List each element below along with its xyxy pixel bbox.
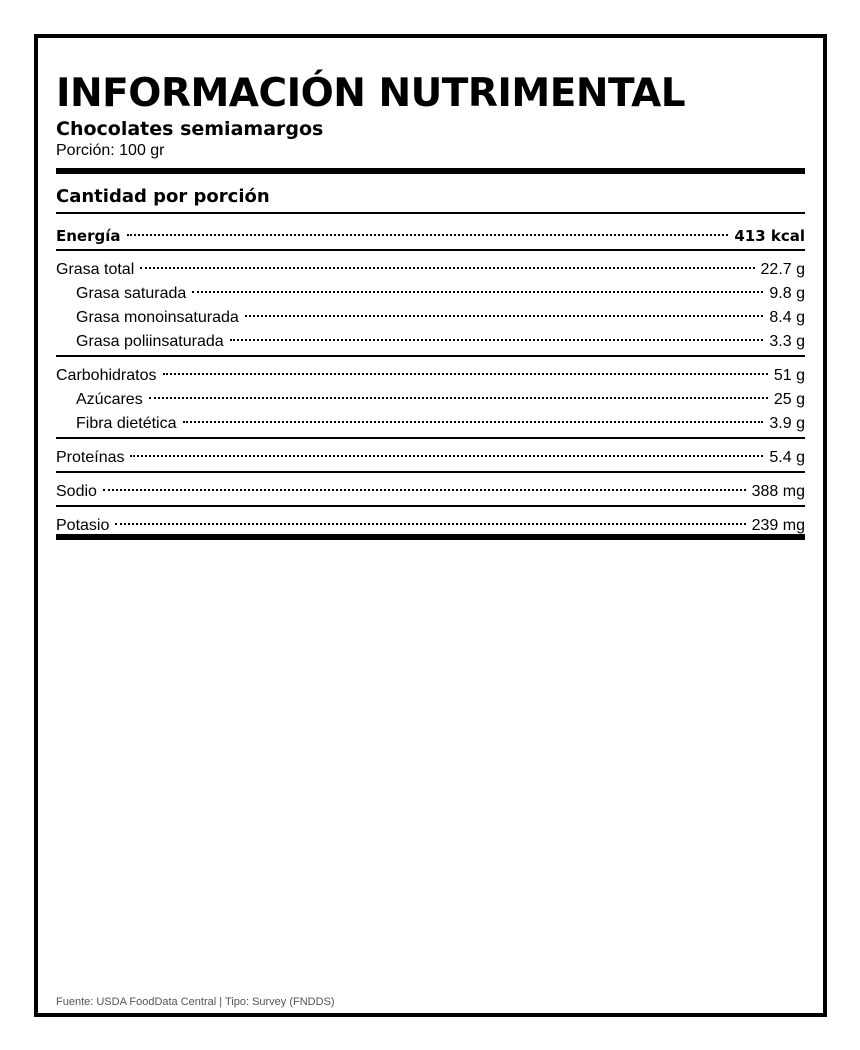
nutrient-row-carbohydrates <box>56 364 805 388</box>
nutrient-name: Grasa saturada <box>76 285 187 302</box>
dot-leader <box>163 373 768 375</box>
nutrient-value: 51 g <box>773 367 805 384</box>
nutrient-row-saturated-fat <box>56 282 805 306</box>
nutrient-name: Carbohidratos <box>56 367 157 384</box>
nutrition-label <box>34 34 827 1017</box>
nutrition-label-content <box>56 38 805 540</box>
label-title: INFORMACIÓN NUTRIMENTAL <box>56 71 686 116</box>
nutrient-value: 25 g <box>773 391 805 408</box>
dot-leader <box>149 397 768 399</box>
dot-leader <box>192 291 763 293</box>
nutrient-value: 3.9 g <box>769 415 805 432</box>
nutrient-value: 8.4 g <box>769 309 805 326</box>
nutrient-value: 22.7 g <box>760 261 805 278</box>
bottom-thick-divider <box>56 534 805 540</box>
nutrient-row-polyunsaturated-fat <box>56 330 805 357</box>
nutrient-row-total-fat <box>56 258 805 282</box>
nutrient-row-monounsaturated-fat <box>56 306 805 330</box>
serving-size: Porción: 100 gr <box>56 142 165 159</box>
dot-leader <box>245 315 764 317</box>
nutrient-name: Energía <box>56 227 121 245</box>
dot-leader <box>140 267 754 269</box>
nutrient-name: Grasa monoinsaturada <box>76 309 239 326</box>
product-name: Chocolates semiamargos <box>56 118 324 140</box>
nutrient-name: Fibra dietética <box>76 415 177 432</box>
nutrient-row-dietary-fiber <box>56 412 805 439</box>
nutrient-row-sodium <box>56 480 805 507</box>
dot-leader <box>183 421 764 423</box>
nutrient-name: Sodio <box>56 483 97 500</box>
nutrient-value: 413 kcal <box>734 227 805 245</box>
nutrient-row-energy <box>56 224 805 251</box>
nutrient-list <box>56 224 805 538</box>
nutrient-name: Azúcares <box>76 391 143 408</box>
dot-leader <box>115 523 745 525</box>
dot-leader <box>127 234 729 236</box>
nutrient-name: Grasa total <box>56 261 135 278</box>
nutrient-value: 3.3 g <box>769 333 805 350</box>
dot-leader <box>130 455 763 457</box>
nutrient-value: 9.8 g <box>769 285 805 302</box>
source-footer: Fuente: USDA FoodData Central | Tipo: Survey (FNDDS) <box>56 996 335 1008</box>
nutrient-value: 388 mg <box>751 483 805 500</box>
dot-leader <box>103 489 746 491</box>
nutrient-value: 239 mg <box>751 517 805 534</box>
nutrient-row-sugars <box>56 388 805 412</box>
nutrient-value: 5.4 g <box>769 449 805 466</box>
dot-leader <box>230 339 764 341</box>
nutrient-row-protein <box>56 446 805 473</box>
nutrient-name: Proteínas <box>56 449 125 466</box>
nutrient-name: Potasio <box>56 517 110 534</box>
amount-per-serving-header: Cantidad por porción <box>56 174 805 214</box>
nutrient-name: Grasa poliinsaturada <box>76 333 224 350</box>
